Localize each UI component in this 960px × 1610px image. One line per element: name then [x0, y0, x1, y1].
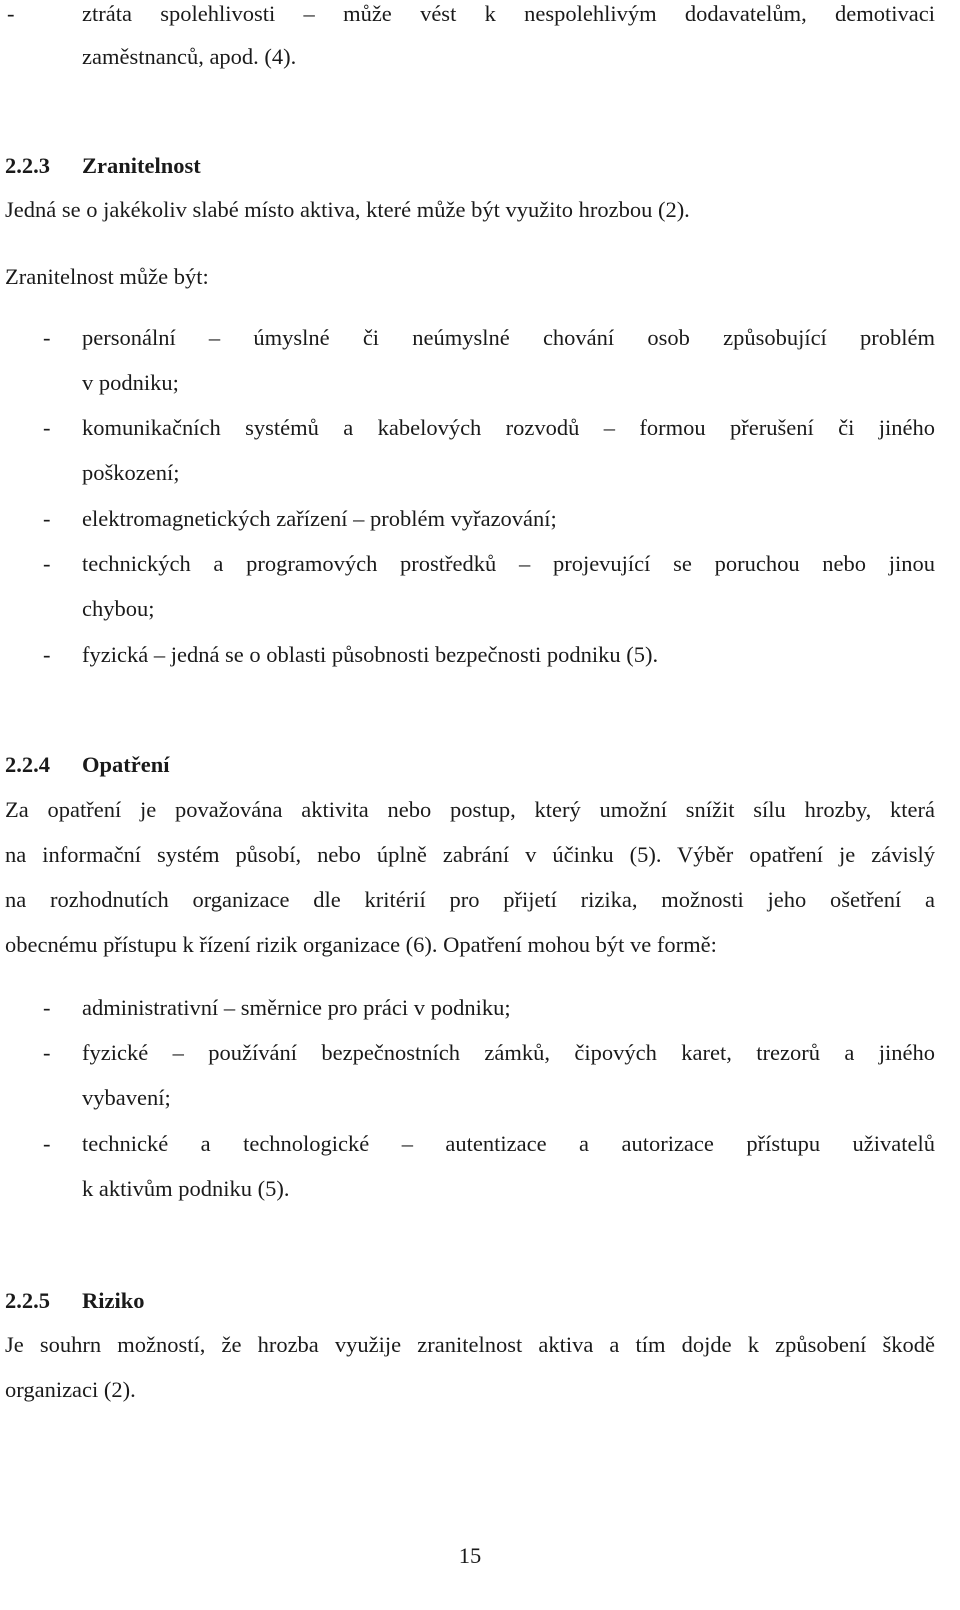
section-224-number: 2.2.4	[5, 752, 50, 777]
section-224-para-line4: obecnému přístupu k řízení rizik organizace (6). Opatření mohou být ve formě:	[5, 932, 717, 957]
bullet-dash: -	[43, 1040, 51, 1065]
section-223-definition: Jedná se o jakékoliv slabé místo aktiva, které může být využito hrozbou (2).	[5, 197, 690, 222]
section-225-title: Riziko	[82, 1288, 145, 1313]
bullet-personalni-line2: v podniku;	[82, 370, 179, 395]
section-224-para-line2: na informační systém působí, nebo úplně zabrání v účinku (5). Výběr opatření je závislý	[5, 842, 935, 867]
page-number: 15	[458, 1543, 482, 1568]
section-223-title: Zranitelnost	[82, 153, 201, 178]
bullet-fyzicka: fyzická – jedná se o oblasti působnosti bezpečnosti podniku (5).	[82, 642, 659, 667]
bullet-ztrata-line2: zaměstnanců, apod. (4).	[82, 44, 297, 69]
bullet-technicke-line1: technické a technologické – autentizace a autorizace přístupu uživatelů	[82, 1131, 935, 1156]
section-225-para-line2: organizaci (2).	[5, 1377, 136, 1402]
bullet-komunikacnich-line1: komunikačních systémů a kabelových rozvodů – formou přerušení či jiného	[82, 415, 935, 440]
bullet-dash: -	[43, 642, 51, 667]
bullet-dash: -	[43, 1131, 51, 1156]
bullet-personalni-line1: personální – úmyslné či neúmyslné chování osob způsobující problém	[82, 325, 935, 350]
section-225-number: 2.2.5	[5, 1288, 50, 1313]
bullet-dash: -	[43, 506, 51, 531]
bullet-technickych-line1: technických a programových prostředků – projevující se poruchou nebo jinou	[82, 551, 935, 576]
bullet-dash: -	[43, 551, 51, 576]
bullet-administrativni: administrativní – směrnice pro práci v podniku;	[82, 995, 511, 1020]
section-224-para-line3: na rozhodnutích organizace dle kritérií pro přijetí rizika, možnosti jeho ošetření a	[5, 887, 935, 912]
bullet-dash: -	[43, 415, 51, 440]
bullet-dash: -	[43, 325, 51, 350]
bullet-dash: -	[7, 1, 15, 26]
bullet-ztrata-line1: ztráta spolehlivosti – může vést k nespolehlivým dodavatelům, demotivaci	[82, 1, 935, 26]
section-223-intro: Zranitelnost může být:	[5, 264, 209, 289]
section-224-heading	[5, 751, 170, 779]
bullet-technickych-line2: chybou;	[82, 596, 155, 621]
section-224-para-line1: Za opatření je považována aktivita nebo postup, který umožní snížit sílu hrozby, která	[5, 797, 935, 822]
bullet-fyzicke-line1: fyzické – používání bezpečnostních zámků, čipových karet, trezorů a jiného	[82, 1040, 935, 1065]
bullet-technicke-line2: k aktivům podniku (5).	[82, 1176, 290, 1201]
section-225-heading	[5, 1287, 145, 1315]
bullet-fyzicke-line2: vybavení;	[82, 1085, 171, 1110]
bullet-komunikacnich-line2: poškození;	[82, 460, 180, 485]
section-223-number: 2.2.3	[5, 153, 50, 178]
section-224-title: Opatření	[82, 752, 170, 777]
document-page	[5, 0, 935, 1610]
bullet-elektromagnetickych: elektromagnetických zařízení – problém vyřazování;	[82, 506, 557, 531]
bullet-dash: -	[43, 995, 51, 1020]
section-225-para-line1: Je souhrn možností, že hrozba využije zranitelnost aktiva a tím dojde k způsobení škodě	[5, 1332, 935, 1357]
section-223-heading	[5, 152, 201, 180]
